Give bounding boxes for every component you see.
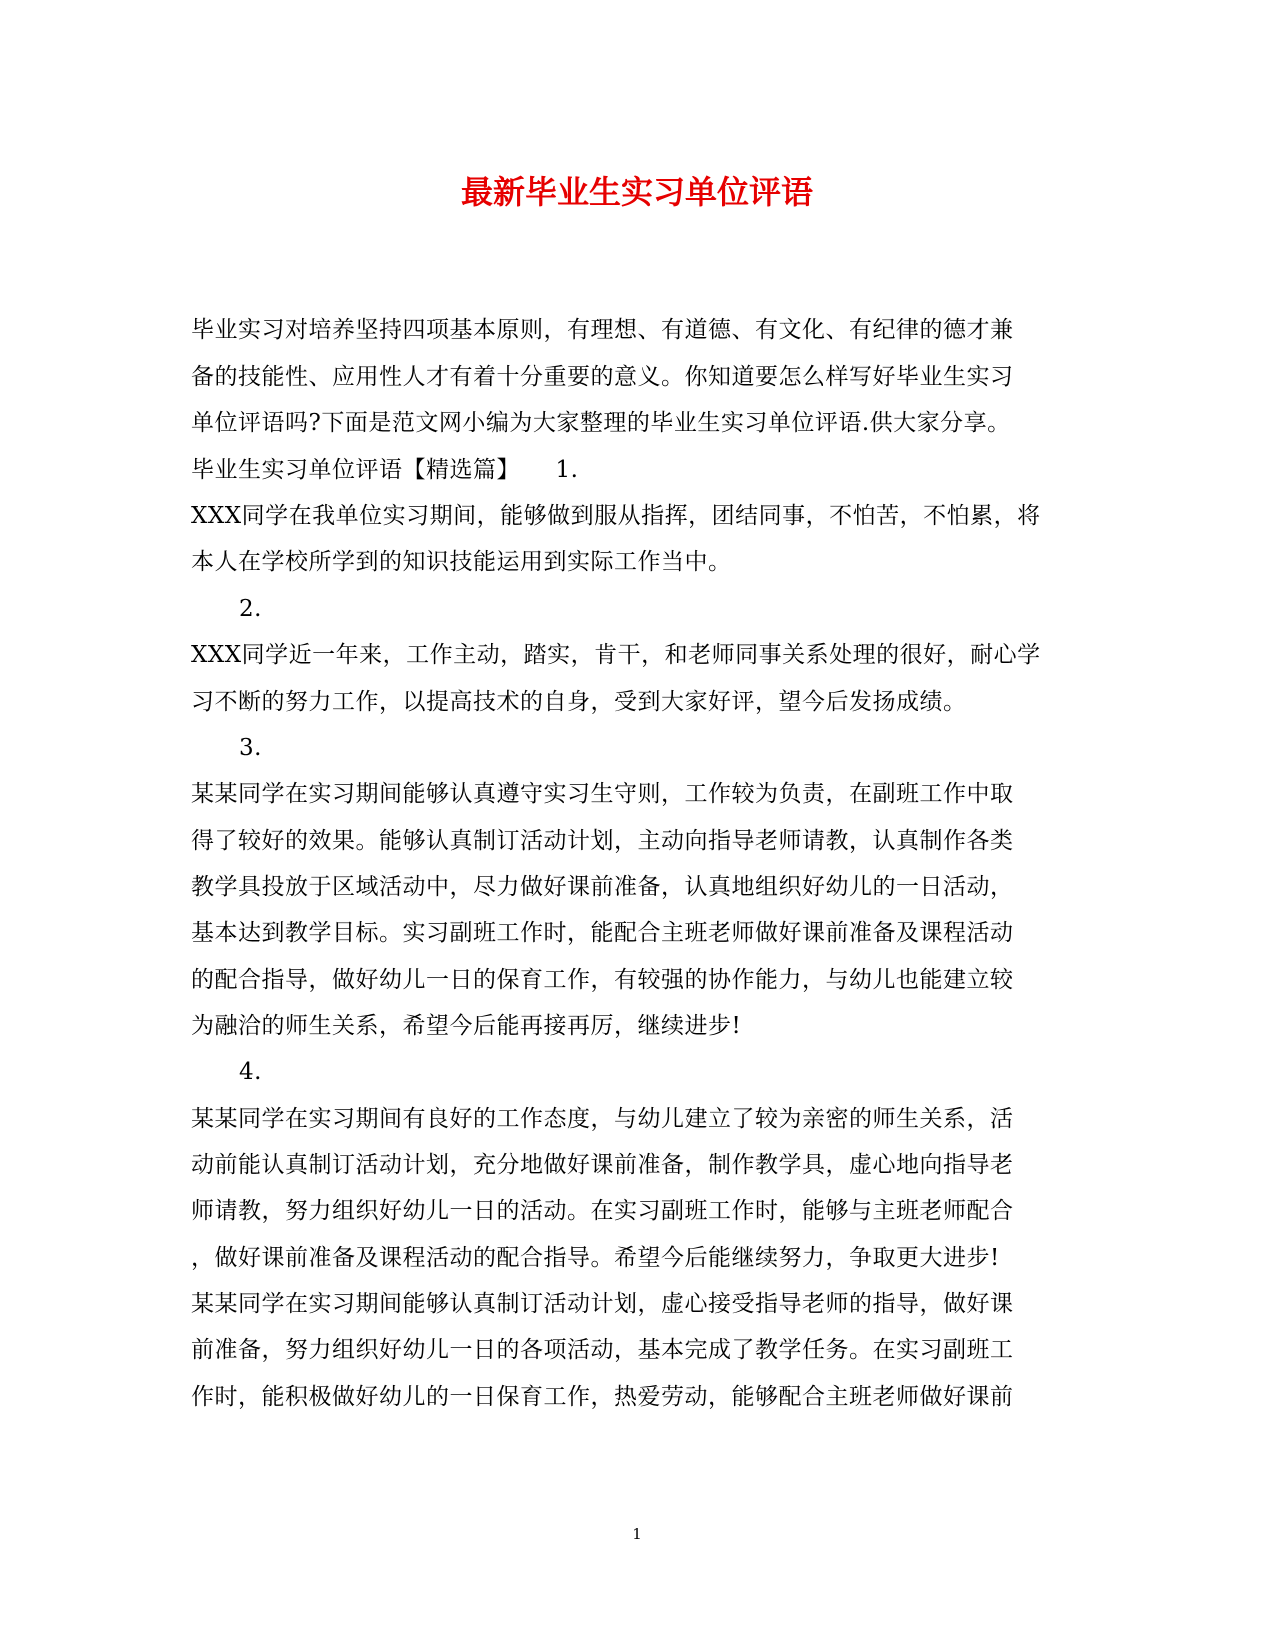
body-line: 备的技能性、应用性人才有着十分重要的意义。你知道要怎么样写好毕业生实习 [191, 364, 1014, 390]
body-line: 为融洽的师生关系，希望今后能再接再厉，继续进步! [191, 1013, 742, 1039]
body-line: ，做好课前准备及课程活动的配合指导。希望今后能继续努力，争取更大进步! [191, 1245, 1000, 1271]
body-line: 本人在学校所学到的知识技能运用到实际工作当中。 [191, 549, 732, 575]
body-line: 某某同学在实习期间能够认真制订活动计划，虚心接受指导老师的指导，做好课 [191, 1291, 1014, 1317]
item-number: 3. [239, 735, 262, 761]
document-title: 最新毕业生实习单位评语 [460, 173, 813, 211]
body-line: 某某同学在实习期间有良好的工作态度，与幼儿建立了较为亲密的师生关系，活 [191, 1106, 1014, 1132]
body-line: 作时，能积极做好幼儿的一日保育工作，热爱劳动，能够配合主班老师做好课前 [191, 1384, 1014, 1410]
section-heading: 毕业生实习单位评语【精选篇】 1. [191, 457, 579, 483]
body-line: XXX同学在我单位实习期间，能够做到服从指挥，团结同事，不怕苦，不怕累，将 [191, 503, 1041, 529]
body-line: 动前能认真制订活动计划，充分地做好课前准备，制作教学具，虚心地向指导老 [191, 1152, 1014, 1178]
page-number: 1 [632, 1525, 642, 1543]
body-line: 的配合指导，做好幼儿一日的保育工作，有较强的协作能力，与幼儿也能建立较 [191, 967, 1014, 993]
body-line: 某某同学在实习期间能够认真遵守实习生守则，工作较为负责，在副班工作中取 [191, 781, 1014, 807]
body-line: 前准备，努力组织好幼儿一日的各项活动，基本完成了教学任务。在实习副班工 [191, 1337, 1014, 1363]
item-number: 4. [239, 1059, 262, 1085]
body-line: 基本达到教学目标。实习副班工作时，能配合主班老师做好课前准备及课程活动 [191, 920, 1014, 946]
body-line: 单位评语吗?下面是范文网小编为大家整理的毕业生实习单位评语.供大家分享。 [191, 410, 1011, 436]
body-line: XXX同学近一年来，工作主动，踏实，肯干，和老师同事关系处理的很好，耐心学 [191, 642, 1041, 668]
body-line: 教学具投放于区域活动中，尽力做好课前准备，认真地组织好幼儿的一日活动， [191, 874, 1014, 900]
body-line: 毕业实习对培养坚持四项基本原则，有理想、有道德、有文化、有纪律的德才兼 [191, 317, 1014, 343]
body-line: 习不断的努力工作，以提高技术的自身，受到大家好评，望今后发扬成绩。 [191, 689, 967, 715]
body-line: 得了较好的效果。能够认真制订活动计划，主动向指导老师请教，认真制作各类 [191, 828, 1014, 854]
item-number: 2. [239, 596, 262, 622]
body-line: 师请教，努力组织好幼儿一日的活动。在实习副班工作时，能够与主班老师配合 [191, 1198, 1014, 1224]
